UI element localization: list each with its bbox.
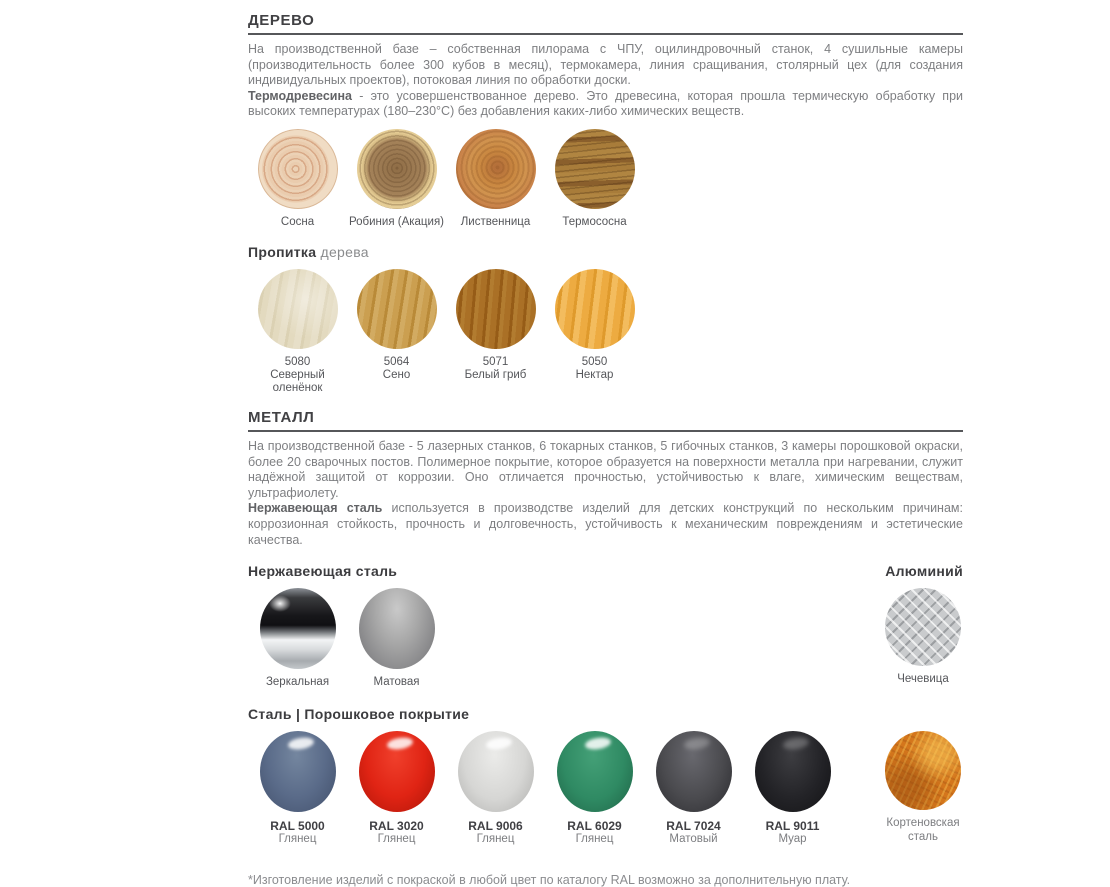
metal-paragraph-2-lead: Нержавеющая сталь [248, 501, 383, 516]
mirror-steel-swatch-image [260, 588, 336, 669]
impregnation-swatch-5064 [347, 269, 446, 395]
metal-section-header [248, 409, 963, 432]
ral6029-code: RAL 6029 [567, 819, 622, 834]
powder-swatch-ral5000 [248, 731, 347, 847]
wood-paragraph-2 [248, 89, 963, 120]
metal-paragraph-1: На производственной базе - 5 лазерных станков, 6 токарных станков, 5 гибочных станков, 3 камеры порошковой окраски, более 20 сварочных постов. Полимерное покрытие, которое образуется на поверхности металла при нагревании, служит надёжной защитой от коррозии. Оно отличается прочностью, устойчивостью к влаге, химическим веществам, ультрафиолету. [248, 438, 963, 500]
pine-swatch-label: Сосна [280, 215, 315, 228]
powder-swatch-ral6029 [545, 731, 644, 847]
swatch-5071-code: 5071 [482, 355, 509, 368]
stainless-swatch-row [248, 588, 963, 689]
ral3020-swatch-image [359, 731, 435, 812]
corten-swatch-image [885, 731, 961, 810]
wood-section-text [248, 42, 963, 120]
mirror-steel-label: Зеркальная [265, 676, 330, 689]
ral6029-swatch-image [557, 731, 633, 812]
robinia-swatch-image [357, 129, 437, 209]
swatch-5080-name: Северный оленёнок [270, 368, 325, 394]
thermopine-swatch-label: Термососна [562, 215, 627, 228]
powder-swatch-ral9006 [446, 731, 545, 847]
stainless-swatch-mirror [248, 588, 347, 689]
stainless-title: Нержавеющая сталь [248, 563, 398, 580]
swatch-5050-name: Нектар [575, 368, 614, 381]
ral9006-code: RAL 9006 [468, 819, 523, 834]
ral7024-finish: Матовый [669, 833, 718, 846]
ral3020-code: RAL 3020 [369, 819, 424, 834]
impregnation-swatch-row [248, 269, 963, 395]
metal-section-text [248, 439, 963, 548]
swatch-5080-image [258, 269, 338, 349]
wood-section-header [248, 0, 963, 35]
metal-section-rule [248, 430, 963, 432]
ral5000-swatch-image [260, 731, 336, 812]
wood-paragraph-2-lead: Термодревесина [248, 88, 352, 103]
powder-swatch-ral7024 [644, 731, 743, 847]
diamond-plate-label: Чечевица [897, 673, 949, 686]
diamond-plate-swatch-image [885, 588, 961, 666]
stainless-swatch-matte [347, 588, 446, 689]
aluminum-title: Алюминий [885, 563, 963, 580]
ral6029-finish: Глянец [575, 833, 614, 846]
powder-swatch-ral3020 [347, 731, 446, 847]
aluminum-swatch-lentil [883, 588, 963, 689]
powder-swatch-corten [883, 731, 963, 847]
powder-swatch-row [248, 731, 963, 847]
impregnation-title [248, 244, 963, 260]
ral9011-finish: Муар [778, 833, 807, 846]
wood-paragraph-1: На производственной базе – собственная пилорама с ЧПУ, оцилиндровочный станок, 4 сушильные камеры (производительность более 300 кубов в месяц), термокамера, линия сращивания, столярный цех (для создания индивидуальных проектов), потоковая линия по обработки доски. [248, 42, 963, 88]
wood-section-rule [248, 33, 963, 35]
swatch-5050-code: 5050 [581, 355, 608, 368]
ral7024-code: RAL 7024 [666, 819, 721, 834]
swatch-5071-image [456, 269, 536, 349]
wood-paragraph-2-rest: - это усовершенствованное дерево. Это древесина, которая прошла термическую обработку при высоких температурах (180–230°С) без добавления каких-либо химических веществ. [248, 88, 963, 119]
ral9006-swatch-image [458, 731, 534, 812]
wood-swatch-pine [248, 129, 347, 229]
swatch-5064-image [357, 269, 437, 349]
corten-label: Кортеновская сталь [886, 817, 960, 843]
ral9011-swatch-image [755, 731, 831, 812]
ral9006-finish: Глянец [476, 833, 515, 846]
metal-section-title: МЕТАЛЛ [248, 408, 315, 426]
impregnation-swatch-5080 [248, 269, 347, 395]
robinia-swatch-label: Робиния (Акация) [348, 215, 444, 228]
page-content [248, 0, 963, 887]
powder-coating-title: Сталь | Порошковое покрытие [248, 706, 470, 723]
impregnation-title-primary: Пропитка [248, 243, 317, 260]
swatch-5064-name: Сено [382, 368, 411, 381]
metal-paragraph-2 [248, 501, 963, 548]
stainless-aluminum-headings [248, 563, 963, 579]
larch-swatch-label: Лиственница [460, 215, 531, 228]
ral3020-finish: Глянец [377, 833, 416, 846]
swatch-5080-code: 5080 [284, 355, 311, 368]
impregnation-swatch-5050 [545, 269, 644, 395]
ral5000-finish: Глянец [278, 833, 317, 846]
matte-steel-label: Матовая [373, 676, 420, 689]
wood-swatch-larch [446, 129, 545, 229]
powder-swatch-ral9011 [743, 731, 842, 847]
ral7024-swatch-image [656, 731, 732, 812]
ral9011-code: RAL 9011 [765, 819, 820, 834]
impregnation-swatch-5071 [446, 269, 545, 395]
thermopine-swatch-image [555, 129, 635, 209]
wood-section-title: ДЕРЕВО [248, 12, 315, 29]
swatch-5050-image [555, 269, 635, 349]
pine-swatch-image [258, 129, 338, 209]
ral5000-code: RAL 5000 [270, 819, 325, 834]
metal-paragraph-2-rest: используется в производстве изделий для детских конструкций по нескольким причинам: коррозионная стойкость, прочность и долговечность, устойчивость к механическим повреждениям и эстетические качества. [248, 501, 963, 547]
swatch-5071-name: Белый гриб [464, 368, 527, 381]
matte-steel-swatch-image [359, 588, 435, 669]
impregnation-title-secondary: дерева [320, 243, 369, 260]
wood-swatch-thermopine [545, 129, 644, 229]
wood-swatch-robinia [347, 129, 446, 229]
wood-swatch-row [248, 129, 963, 229]
ral-footnote: *Изготовление изделий с покраской в любой цвет по каталогу RAL возможно за дополнительную плату. [248, 872, 851, 887]
larch-swatch-image [456, 129, 536, 209]
swatch-5064-code: 5064 [383, 355, 410, 368]
